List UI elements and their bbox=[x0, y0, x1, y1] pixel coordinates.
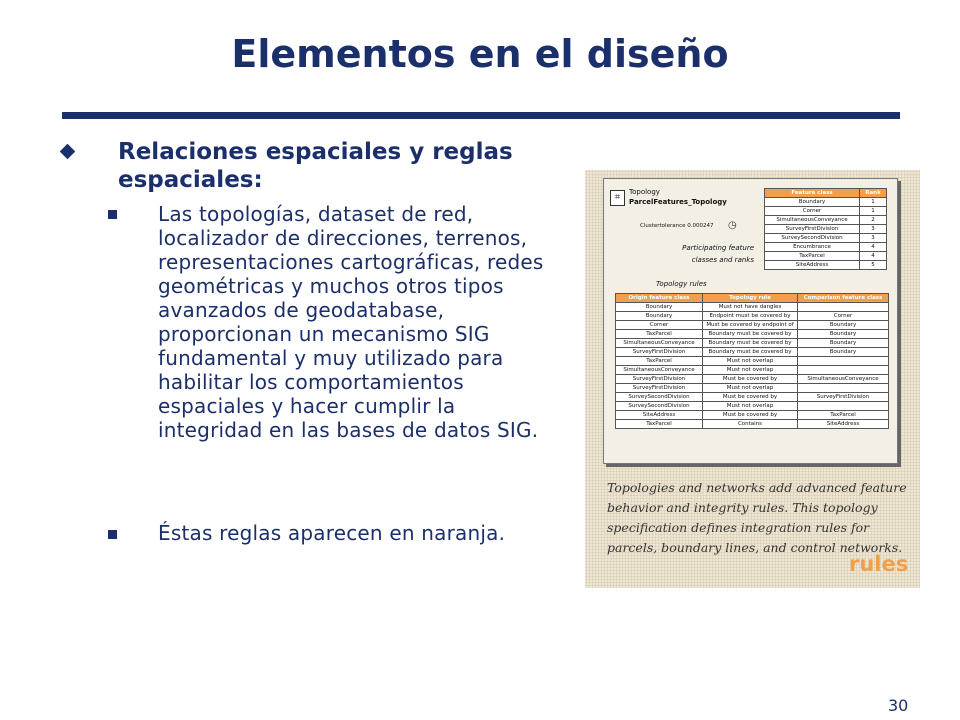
table-row bbox=[616, 303, 889, 312]
table-cell: Must not overlap bbox=[703, 357, 798, 366]
table-cell: Must not have dangles bbox=[703, 303, 798, 312]
topology-panel bbox=[603, 178, 898, 464]
column-header: Feature class bbox=[765, 189, 860, 198]
table-cell bbox=[798, 303, 889, 312]
table-cell: SurveySecondDivision bbox=[616, 393, 703, 402]
table-row bbox=[616, 375, 889, 384]
cluster-tolerance: Clustertolerance 0.000247 bbox=[640, 223, 714, 229]
subbullet-text-1: Las topologías, dataset de red, localizador de direcciones, terrenos, representaciones cartográficas, redes geométricas y muchos otros tipos avanzados de geodatabase, proporcionan un mecanismo SIG fundamental y muy utilizado para habilitar los comportamientos espaciales y hacer cumplir la integridad en las bases de datos SIG. bbox=[158, 202, 544, 442]
table-cell: Must be covered by endpoint of bbox=[703, 321, 798, 330]
table-row bbox=[765, 243, 887, 252]
table-row bbox=[616, 339, 889, 348]
rules-corner-word: rules bbox=[849, 552, 909, 576]
table-cell: SimultaneousConveyance bbox=[616, 339, 703, 348]
table-cell: 1 bbox=[860, 207, 887, 216]
table-cell: SimultaneousConveyance bbox=[798, 375, 889, 384]
table-row bbox=[616, 357, 889, 366]
square-bullet-icon bbox=[108, 210, 117, 219]
column-header: Rank bbox=[860, 189, 887, 198]
table-cell: 5 bbox=[860, 261, 887, 270]
square-bullet-icon bbox=[108, 530, 117, 539]
topology-label: Topology bbox=[629, 188, 660, 196]
table-cell: TaxParcel bbox=[616, 357, 703, 366]
table-cell: 3 bbox=[860, 225, 887, 234]
table-cell: SurveyFirstDivision bbox=[616, 384, 703, 393]
table-cell: Corner bbox=[798, 312, 889, 321]
table-cell: SurveyFirstDivision bbox=[765, 225, 860, 234]
table-cell: Boundary bbox=[616, 312, 703, 321]
table-cell bbox=[798, 357, 889, 366]
table-cell: 4 bbox=[860, 252, 887, 261]
table-row bbox=[616, 321, 889, 330]
table-cell: Boundary bbox=[616, 303, 703, 312]
table-row bbox=[616, 420, 889, 429]
clock-icon: ◷ bbox=[728, 220, 737, 231]
table-cell: SimultaneousConveyance bbox=[616, 366, 703, 375]
table-row bbox=[765, 252, 887, 261]
subbullet-text-2: Éstas reglas aparecen en naranja. bbox=[158, 521, 506, 545]
table-row bbox=[616, 393, 889, 402]
table-cell: TaxParcel bbox=[765, 252, 860, 261]
bullet-heading: Relaciones espaciales y reglas espaciales: bbox=[118, 139, 513, 193]
column-header: Comparison feature class bbox=[798, 294, 889, 303]
table-row bbox=[765, 198, 887, 207]
table-cell: Boundary bbox=[798, 339, 889, 348]
figure-caption: Topologies and networks add advanced feature behavior and integrity rules. This topology specification defines integration rules for parcels, boundary lines, and control networks. bbox=[607, 480, 907, 555]
table-row bbox=[765, 207, 887, 216]
table-cell: Must not overlap bbox=[703, 366, 798, 375]
table-cell: Boundary must be covered by bbox=[703, 339, 798, 348]
table-row bbox=[616, 348, 889, 357]
table-cell: 2 bbox=[860, 216, 887, 225]
table-cell bbox=[798, 384, 889, 393]
table-cell: Boundary bbox=[765, 198, 860, 207]
topology-figure bbox=[585, 170, 920, 588]
table-cell bbox=[798, 402, 889, 411]
table-cell: SiteAddress bbox=[798, 420, 889, 429]
diamond-bullet-icon bbox=[60, 144, 76, 160]
participating-label: Participating feature classes and ranks bbox=[682, 244, 754, 264]
table-cell: Contains bbox=[703, 420, 798, 429]
table-cell: Must not overlap bbox=[703, 402, 798, 411]
table-cell: Must be covered by bbox=[703, 393, 798, 402]
table-cell: TaxParcel bbox=[798, 411, 889, 420]
column-header: Origin feature class bbox=[616, 294, 703, 303]
table-row bbox=[765, 216, 887, 225]
table-cell: SurveyFirstDivision bbox=[616, 348, 703, 357]
table-cell: SimultaneousConveyance bbox=[765, 216, 860, 225]
table-cell: Boundary must be covered by bbox=[703, 348, 798, 357]
column-header: Topology rule bbox=[703, 294, 798, 303]
slide-title: Elementos en el diseño bbox=[231, 32, 729, 76]
table-cell: SurveySecondDivision bbox=[765, 234, 860, 243]
table-cell bbox=[798, 366, 889, 375]
table-row bbox=[616, 312, 889, 321]
table-cell: Boundary must be covered by bbox=[703, 330, 798, 339]
topology-icon: ⌗ bbox=[610, 190, 625, 206]
title-underline bbox=[62, 112, 900, 119]
table-cell: 4 bbox=[860, 243, 887, 252]
table-cell: Corner bbox=[616, 321, 703, 330]
table-row bbox=[616, 411, 889, 420]
feature-class-table bbox=[764, 188, 887, 270]
table-cell: Boundary bbox=[798, 348, 889, 357]
page-number: 30 bbox=[888, 696, 909, 715]
table-cell: Encumbrance bbox=[765, 243, 860, 252]
table-cell: SiteAddress bbox=[765, 261, 860, 270]
table-cell: Corner bbox=[765, 207, 860, 216]
table-cell: Endpoint must be covered by bbox=[703, 312, 798, 321]
table-cell: 3 bbox=[860, 234, 887, 243]
table-cell: SurveyFirstDivision bbox=[616, 375, 703, 384]
topology-rules-table bbox=[615, 293, 889, 429]
topology-rules-label: Topology rules bbox=[656, 280, 707, 288]
table-cell: TaxParcel bbox=[616, 420, 703, 429]
table-cell: Must not overlap bbox=[703, 384, 798, 393]
topology-name: ParcelFeatures_Topology bbox=[629, 198, 727, 206]
table-cell: SurveySecondDivision bbox=[616, 402, 703, 411]
table-row bbox=[616, 384, 889, 393]
table-cell: Boundary bbox=[798, 330, 889, 339]
table-row bbox=[616, 330, 889, 339]
table-row bbox=[616, 366, 889, 375]
table-cell: Must be covered by bbox=[703, 375, 798, 384]
table-row bbox=[765, 234, 887, 243]
table-cell: 1 bbox=[860, 198, 887, 207]
table-cell: Boundary bbox=[798, 321, 889, 330]
table-cell: SurveyFirstDivision bbox=[798, 393, 889, 402]
table-cell: Must be covered by bbox=[703, 411, 798, 420]
table-row bbox=[765, 225, 887, 234]
table-row bbox=[765, 261, 887, 270]
table-cell: TaxParcel bbox=[616, 330, 703, 339]
table-cell: SiteAddress bbox=[616, 411, 703, 420]
table-row bbox=[616, 402, 889, 411]
